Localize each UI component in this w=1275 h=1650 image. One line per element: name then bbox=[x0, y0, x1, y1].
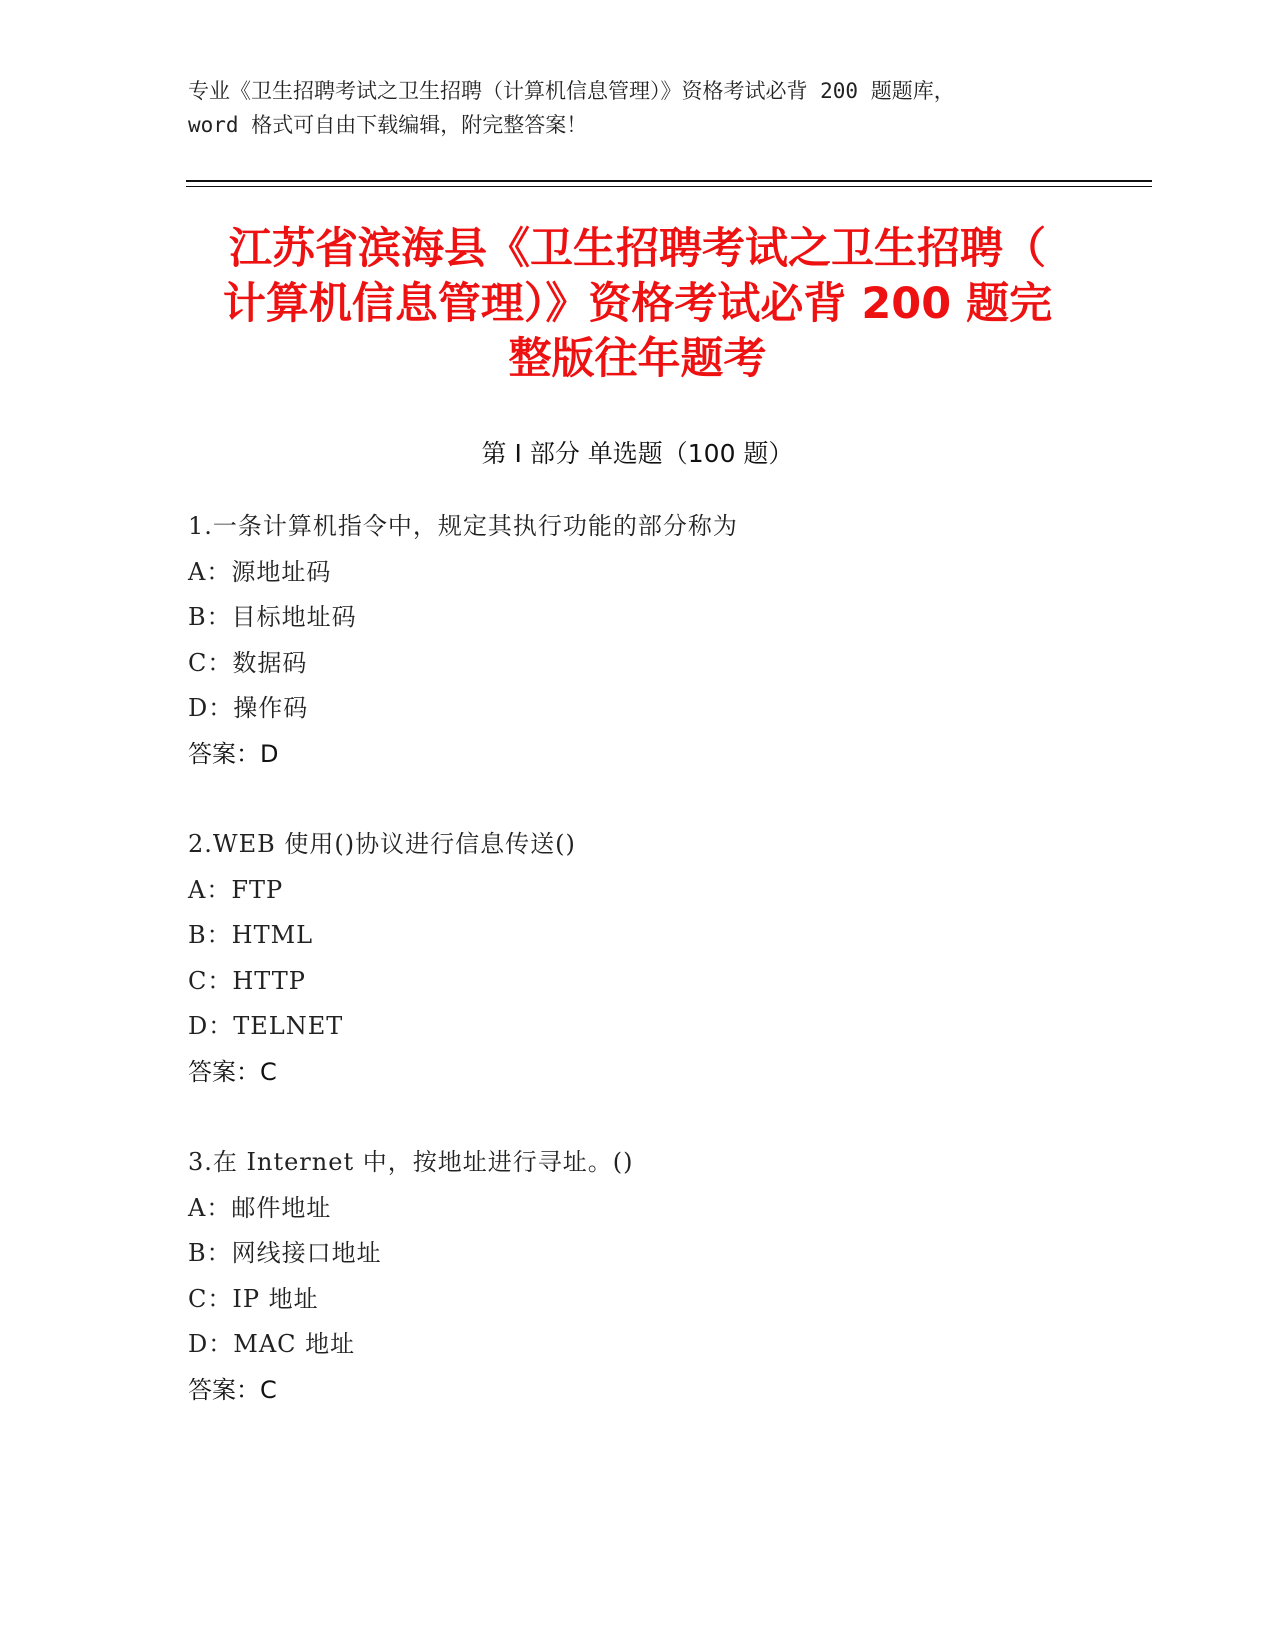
document-title-line-2: 计算机信息管理）》资格考试必背 200 题完 bbox=[222, 279, 1053, 329]
question-1 bbox=[188, 504, 1088, 777]
document-title-line-1: 江苏省滨海县《卫生招聘考试之卫生招聘（ bbox=[229, 224, 1046, 274]
option-c: C：数据码 bbox=[188, 648, 308, 677]
header-rule-thick bbox=[186, 180, 1152, 182]
question-stem: 2.WEB 使用()协议进行信息传送() bbox=[188, 830, 576, 858]
option-c: C：HTTP bbox=[188, 966, 306, 995]
header-note-line-2: word 格式可自由下载编辑，附完整答案！ bbox=[188, 113, 588, 137]
header-rule-thin bbox=[186, 186, 1152, 187]
question-stem: 3.在 Internet 中，按地址进行寻址。() bbox=[188, 1148, 634, 1176]
option-b: B：网线接口地址 bbox=[188, 1239, 382, 1267]
option-d: D：操作码 bbox=[188, 694, 309, 722]
question-stem: 1.一条计算机指令中，规定其执行功能的部分称为 bbox=[188, 512, 738, 540]
option-b: B：HTML bbox=[188, 921, 314, 949]
answer-line: 答案：C bbox=[188, 1057, 277, 1086]
question-2 bbox=[188, 822, 1088, 1095]
option-a: A：邮件地址 bbox=[188, 1193, 332, 1222]
option-d: D：TELNET bbox=[188, 1012, 344, 1040]
option-a: A：FTP bbox=[188, 875, 284, 904]
option-b: B：目标地址码 bbox=[188, 603, 357, 631]
answer-line: 答案：D bbox=[188, 739, 279, 768]
header-note bbox=[188, 74, 1108, 142]
header-note-line-1: 专业《卫生招聘考试之卫生招聘（计算机信息管理）》资格考试必背 200 题题库， bbox=[188, 79, 955, 103]
question-3 bbox=[188, 1140, 1088, 1413]
option-c: C：IP 地址 bbox=[188, 1284, 319, 1313]
section-heading: 第 I 部分 单选题（100 题） bbox=[481, 439, 794, 468]
option-a: A：源地址码 bbox=[188, 557, 332, 586]
option-d: D：MAC 地址 bbox=[188, 1330, 356, 1358]
answer-line: 答案：C bbox=[188, 1375, 277, 1404]
document-title-line-3: 整版往年题考 bbox=[508, 334, 767, 384]
document-title bbox=[150, 222, 1125, 387]
